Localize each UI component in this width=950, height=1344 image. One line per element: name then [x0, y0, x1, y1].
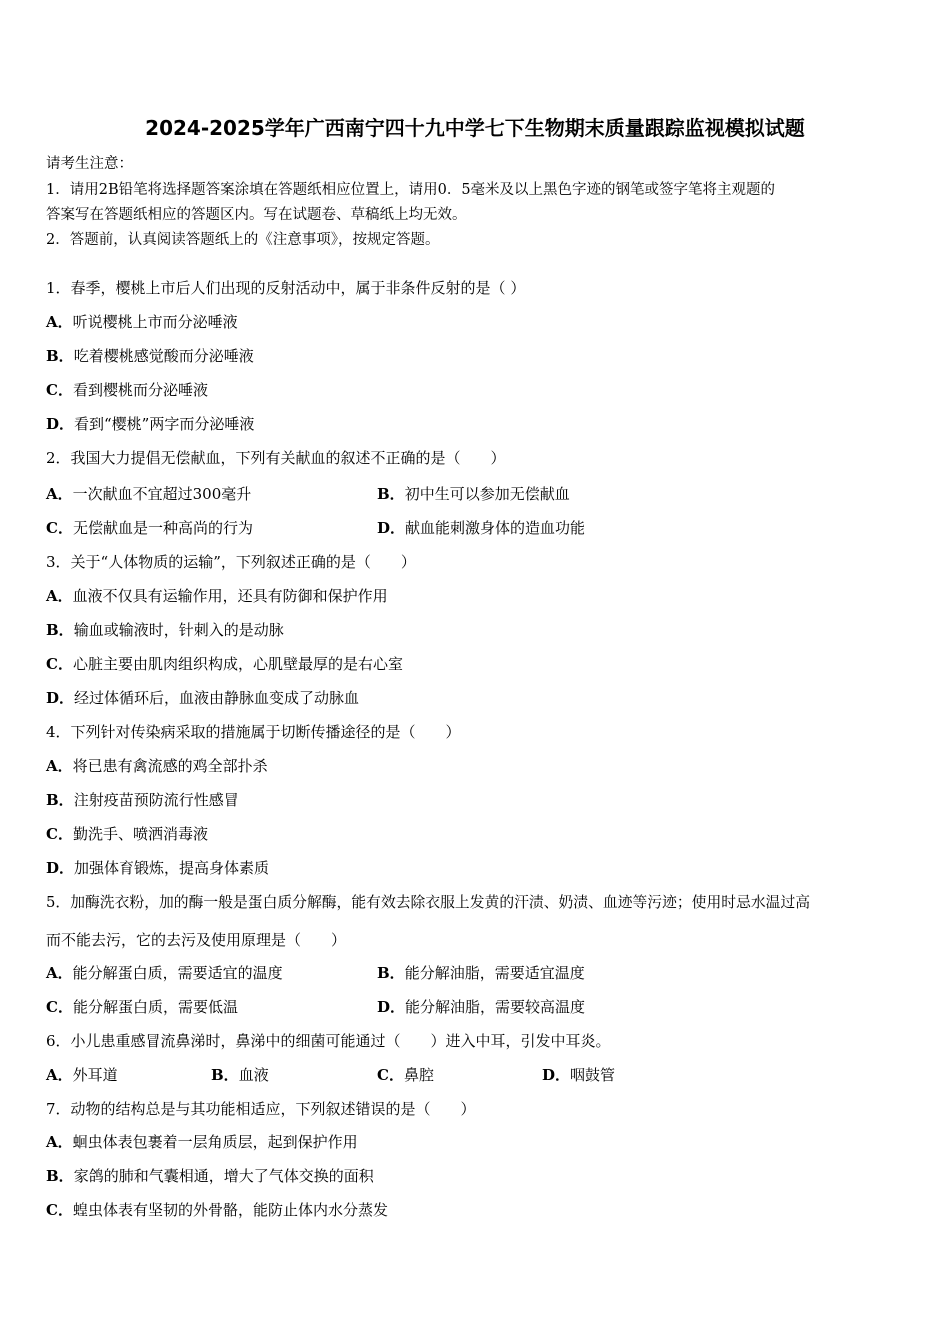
- option-label: B．: [46, 791, 74, 809]
- option-label: D．: [542, 1066, 571, 1084]
- option-c: [46, 517, 253, 538]
- option-label: C．: [46, 519, 73, 537]
- option-text: 能分解蛋白质，需要低温: [72, 998, 238, 1016]
- option-label: B．: [211, 1066, 239, 1084]
- question-stem: 4．下列针对传染病采取的措施属于切断传播途径的是（ ）: [46, 723, 461, 741]
- option-a: [46, 1064, 118, 1085]
- option-label: D．: [46, 859, 75, 877]
- option-d: [377, 517, 585, 538]
- option-label: C．: [46, 1201, 73, 1219]
- option-text: 输血或输液时，针刺入的是动脉: [73, 621, 284, 639]
- option-label: D．: [46, 689, 75, 707]
- option-label: B．: [46, 1167, 74, 1185]
- question-stem: 2．我国大力提倡无偿献血，下列有关献血的叙述不正确的是（ ）: [46, 449, 506, 467]
- option-d: [46, 413, 254, 434]
- option-label: A．: [46, 313, 73, 331]
- notice-line: 1．请用2B铅笔将选择题答案涂填在答题纸相应位置上，请用0．5毫米及以上黑色字迹的钢笔或签字笔将主观题的: [46, 182, 776, 198]
- option-label: B．: [46, 621, 74, 639]
- option-b: [46, 345, 254, 366]
- option-b: [46, 619, 284, 640]
- option-a: [46, 962, 283, 983]
- option-a: [46, 311, 238, 332]
- option-a: [46, 1131, 358, 1152]
- option-b: [211, 1064, 269, 1085]
- option-text: 加强体育锻炼，提高身体素质: [74, 859, 270, 877]
- option-label: A．: [46, 964, 73, 982]
- option-label: A．: [46, 587, 73, 605]
- option-text: 外耳道: [72, 1066, 118, 1084]
- option-label: C．: [46, 825, 73, 843]
- option-label: D．: [377, 519, 406, 537]
- option-c: [46, 653, 403, 674]
- option-text: 咽鼓管: [570, 1066, 616, 1084]
- option-text: 注射疫苗预防流行性感冒: [73, 791, 239, 809]
- notice-heading: 请考生注意：: [46, 156, 133, 172]
- option-c: [377, 1064, 434, 1085]
- option-label: C．: [46, 998, 73, 1016]
- option-a: [46, 483, 251, 504]
- option-text: 献血能刺激身体的造血功能: [405, 519, 586, 537]
- option-label: D．: [377, 998, 406, 1016]
- option-text: 初中生可以参加无偿献血: [404, 485, 570, 503]
- option-text: 看到樱桃而分泌唾液: [72, 381, 208, 399]
- question-stem: 6．小儿患重感冒流鼻涕时，鼻涕中的细菌可能通过（ ）进入中耳，引发中耳炎。: [46, 1032, 611, 1050]
- option-b: [46, 1165, 374, 1186]
- option-text: 听说樱桃上市而分泌唾液: [72, 313, 238, 331]
- option-d: [46, 857, 269, 878]
- option-text: 无偿献血是一种高尚的行为: [72, 519, 253, 537]
- option-text: 血液: [238, 1066, 269, 1084]
- option-b: [46, 789, 239, 810]
- option-d: [542, 1064, 615, 1085]
- page-title: 2024-2025学年广西南宁四十九中学七下生物期末质量跟踪监视模拟试题: [145, 116, 805, 140]
- question-stem: 3．关于“人体物质的运输”，下列叙述正确的是（ ）: [46, 553, 416, 571]
- option-label: A．: [46, 1066, 73, 1084]
- option-c: [46, 1199, 388, 1220]
- option-label: A．: [46, 757, 73, 775]
- option-text: 鼻腔: [403, 1066, 434, 1084]
- option-a: [46, 585, 388, 606]
- option-label: C．: [46, 381, 73, 399]
- question-stem: 5．加酶洗衣粉，加的酶一般是蛋白质分解酶，能有效去除衣服上发黄的汗渍、奶渍、血迹等污迹；使用时忌水温过高: [46, 894, 811, 911]
- option-b: [377, 483, 570, 504]
- option-label: D．: [46, 415, 75, 433]
- option-d: [46, 687, 359, 708]
- option-label: B．: [46, 347, 74, 365]
- option-c: [46, 823, 208, 844]
- option-text: 将已患有禽流感的鸡全部扑杀: [72, 757, 268, 775]
- option-c: [46, 379, 208, 400]
- option-text: 心脏主要由肌肉组织构成，心肌壁最厚的是右心室: [72, 655, 403, 673]
- question-stem: 1．春季，樱桃上市后人们出现的反射活动中，属于非条件反射的是（ ）: [46, 279, 526, 297]
- option-text: 蝗虫体表有坚韧的外骨骼，能防止体内水分蒸发: [72, 1201, 388, 1219]
- option-label: A．: [46, 1133, 73, 1151]
- notice-line: 答案写在答题纸相应的答题区内。写在试题卷、草稿纸上均无效。: [46, 207, 467, 223]
- option-label: B．: [377, 485, 405, 503]
- option-label: A．: [46, 485, 73, 503]
- notice-line: 2．答题前，认真阅读答题纸上的《注意事项》，按规定答题。: [46, 232, 440, 248]
- option-text: 一次献血不宜超过300毫升: [72, 485, 252, 503]
- option-text: 能分解油脂，需要较高温度: [405, 998, 586, 1016]
- question-stem-continued: 而不能去污，它的去污及使用原理是（ ）: [46, 931, 347, 949]
- option-label: C．: [46, 655, 73, 673]
- option-text: 血液不仅具有运输作用，还具有防御和保护作用: [72, 587, 388, 605]
- option-text: 经过体循环后，血液由静脉血变成了动脉血: [74, 689, 360, 707]
- option-label: C．: [377, 1066, 404, 1084]
- option-text: 能分解油脂，需要适宜温度: [404, 964, 585, 982]
- option-text: 看到“樱桃”两字而分泌唾液: [74, 415, 255, 433]
- option-text: 勤洗手、喷洒消毒液: [72, 825, 208, 843]
- option-a: [46, 755, 268, 776]
- option-label: B．: [377, 964, 405, 982]
- question-stem: 7．动物的结构总是与其功能相适应，下列叙述错误的是（ ）: [46, 1100, 476, 1118]
- option-text: 能分解蛋白质，需要适宜的温度: [72, 964, 283, 982]
- option-b: [377, 962, 585, 983]
- option-c: [46, 996, 238, 1017]
- option-text: 蛔虫体表包裹着一层角质层，起到保护作用: [72, 1133, 358, 1151]
- option-text: 家鸽的肺和气囊相通，增大了气体交换的面积: [73, 1167, 374, 1185]
- option-d: [377, 996, 585, 1017]
- option-text: 吃着樱桃感觉酸而分泌唾液: [73, 347, 254, 365]
